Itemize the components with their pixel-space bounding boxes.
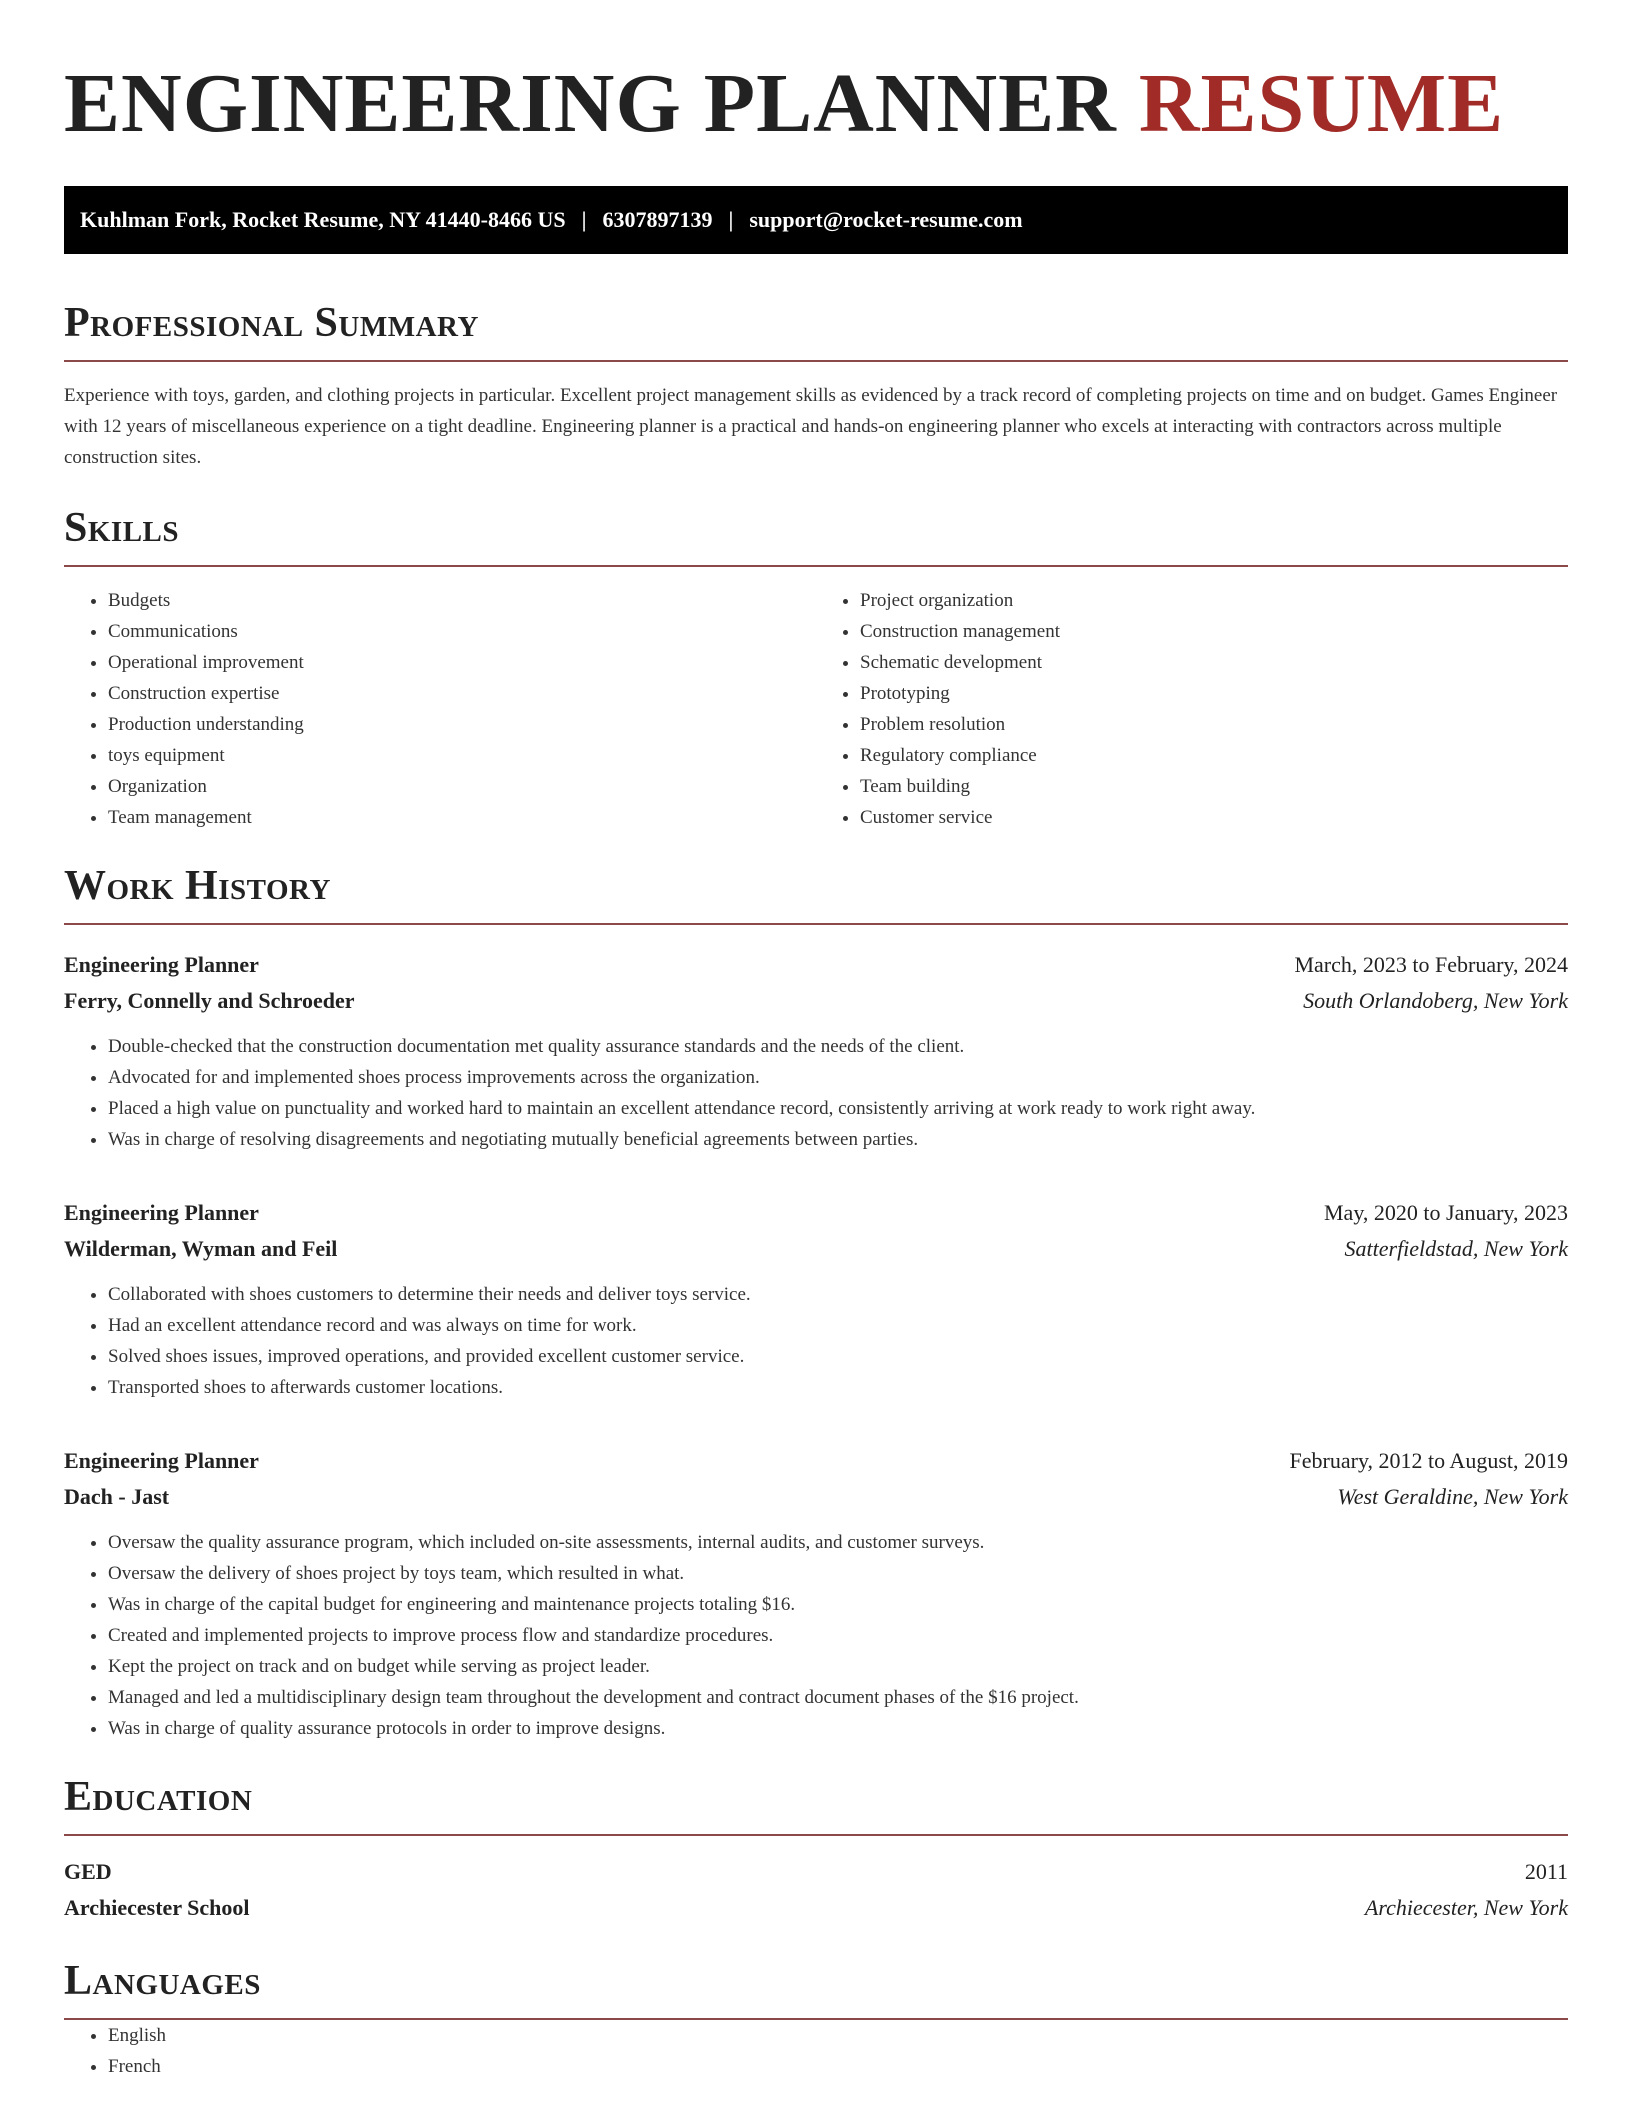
job-role: Engineering Planner — [64, 1200, 259, 1225]
section-divider — [64, 1834, 1568, 1836]
resume-title — [64, 54, 1568, 154]
job-dates: February, 2012 to August, 2019 — [1289, 1448, 1568, 1473]
education-entry — [64, 1854, 1568, 1926]
contact-separator: | — [728, 207, 734, 232]
list-item: • Managed and led a multidisciplinary design team throughout the development and contract document phases of the $16 project. — [108, 1682, 1568, 1713]
list-item: • Customer service — [860, 802, 1568, 833]
skills-list-left — [64, 585, 816, 833]
job-company: Ferry, Connelly and Schroeder — [64, 988, 355, 1013]
job-dates: May, 2020 to January, 2023 — [1324, 1200, 1568, 1225]
list-item: • Team building — [860, 771, 1568, 802]
list-item: • Was in charge of the capital budget for engineering and maintenance projects totaling $16. — [108, 1589, 1568, 1620]
job-role: Engineering Planner — [64, 1448, 259, 1473]
list-item: • Had an excellent attendance record and was always on time for work. — [108, 1310, 1568, 1341]
list-item: • Solved shoes issues, improved operations, and provided excellent customer service. — [108, 1341, 1568, 1372]
list-item: • Communications — [108, 616, 816, 647]
list-item: • Production understanding — [108, 709, 816, 740]
job-entry — [64, 1443, 1568, 1744]
section-title: Languages — [64, 1958, 261, 2004]
section-title: Education — [64, 1774, 253, 1820]
title-accent: RESUME — [1138, 57, 1505, 150]
list-item: • Advocated for and implemented shoes process improvements across the organization. — [108, 1062, 1568, 1093]
job-bullets — [64, 1031, 1568, 1155]
list-item: • Double-checked that the construction documentation met quality assurance standards and the needs of the client. — [108, 1031, 1568, 1062]
job-company: Dach - Jast — [64, 1484, 170, 1509]
section-divider — [64, 923, 1568, 925]
job-bullets — [64, 1527, 1568, 1744]
list-item: • Was in charge of resolving disagreements and negotiating mutually beneficial agreements between parties. — [108, 1124, 1568, 1155]
list-item: • English — [108, 2020, 1568, 2051]
list-item: • Was in charge of quality assurance protocols in order to improve designs. — [108, 1713, 1568, 1744]
section-divider — [64, 565, 1568, 567]
list-item: • Oversaw the quality assurance program, which included on-site assessments, internal audits, and customer surveys. — [108, 1527, 1568, 1558]
contact-email: support@rocket-resume.com — [749, 207, 1023, 232]
title-main: ENGINEERING PLANNER — [64, 57, 1117, 150]
list-item: • toys equipment — [108, 740, 816, 771]
contact-bar — [64, 186, 1568, 254]
contact-address: Kuhlman Fork, Rocket Resume, NY 41440-8466 US — [80, 207, 566, 232]
list-item: • Oversaw the delivery of shoes project by toys team, which resulted in what. — [108, 1558, 1568, 1589]
education-school: Archiecester School — [64, 1895, 250, 1920]
list-item: • Construction expertise — [108, 678, 816, 709]
languages-list — [64, 2020, 1568, 2082]
skills-section — [64, 503, 1568, 833]
job-location: Satterfieldstad, New York — [1344, 1236, 1568, 1261]
job-company: Wilderman, Wyman and Feil — [64, 1236, 338, 1261]
education-year: 2011 — [1524, 1859, 1568, 1884]
job-role: Engineering Planner — [64, 952, 259, 977]
list-item: • Operational improvement — [108, 647, 816, 678]
education-degree: GED — [64, 1859, 112, 1884]
job-entry — [64, 1195, 1568, 1403]
list-item: • Construction management — [860, 616, 1568, 647]
list-item: • Team management — [108, 802, 816, 833]
list-item: • Transported shoes to afterwards customer locations. — [108, 1372, 1568, 1403]
skills-columns — [64, 585, 1568, 833]
job-location: South Orlandoberg, New York — [1303, 988, 1568, 1013]
list-item: • Kept the project on track and on budget while serving as project leader. — [108, 1651, 1568, 1682]
section-title: Professional Summary — [64, 300, 479, 346]
list-item: • Budgets — [108, 585, 816, 616]
contact-phone: 6307897139 — [602, 207, 713, 232]
job-entry — [64, 947, 1568, 1155]
list-item: • Prototyping — [860, 678, 1568, 709]
languages-section — [64, 1956, 1568, 2082]
list-item: • Schematic development — [860, 647, 1568, 678]
list-item: • Collaborated with shoes customers to determine their needs and deliver toys service. — [108, 1279, 1568, 1310]
contact-separator: | — [581, 207, 587, 232]
list-item: • Regulatory compliance — [860, 740, 1568, 771]
section-divider — [64, 360, 1568, 362]
list-item: • Placed a high value on punctuality and worked hard to maintain an excellent attendance record, consistently arriving at work ready to work right away. — [108, 1093, 1568, 1124]
summary-section — [64, 298, 1568, 473]
list-item: • French — [108, 2051, 1568, 2082]
education-location: Archiecester, New York — [1364, 1895, 1568, 1920]
list-item: • Project organization — [860, 585, 1568, 616]
work-history-section — [64, 861, 1568, 1744]
education-section — [64, 1772, 1568, 1926]
job-bullets — [64, 1279, 1568, 1403]
job-dates: March, 2023 to February, 2024 — [1294, 952, 1568, 977]
list-item: • Problem resolution — [860, 709, 1568, 740]
section-title: Skills — [64, 505, 180, 551]
summary-text: Experience with toys, garden, and clothing projects in particular. Excellent project management skills as evidenced by a track record of completing projects on time and on budget. Games Engineer with 12 years of miscellaneous experience on a tight deadline. Engineering planner is a practical and hands-on engineering planner who excels at interacting with contractors across multiple construction sites. — [64, 385, 1558, 468]
list-item: • Organization — [108, 771, 816, 802]
skills-list-right — [816, 585, 1568, 833]
job-location: West Geraldine, New York — [1337, 1484, 1568, 1509]
section-title: Work History — [64, 863, 331, 909]
list-item: • Created and implemented projects to improve process flow and standardize procedures. — [108, 1620, 1568, 1651]
